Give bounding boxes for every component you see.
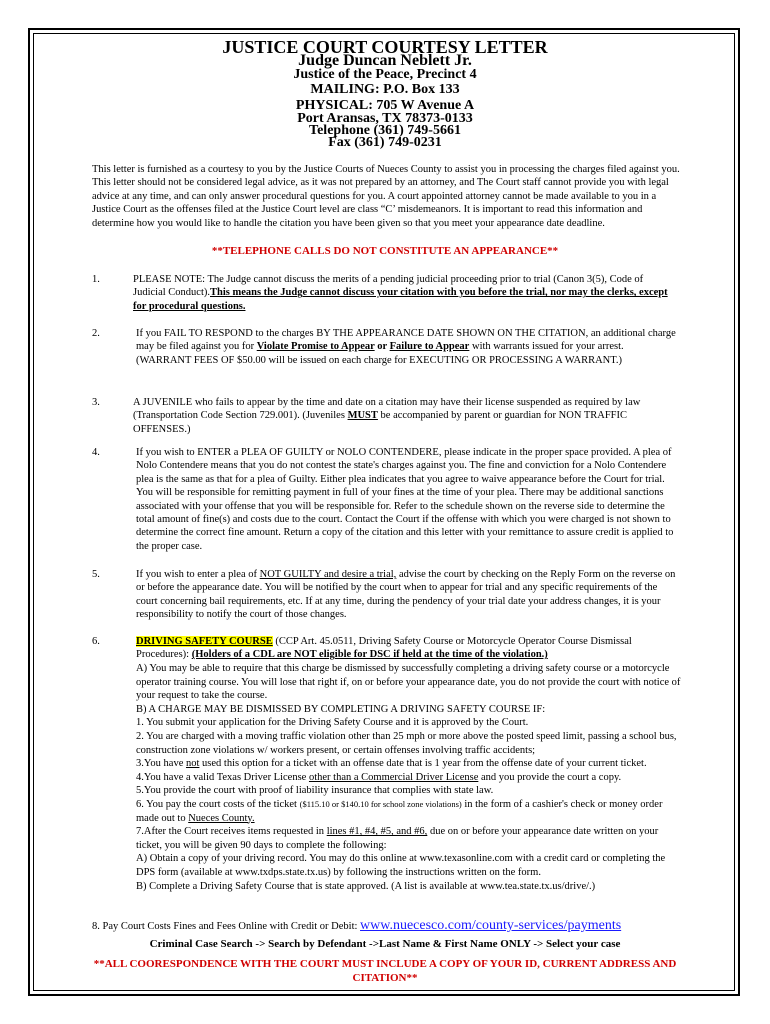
not-text: not	[185, 758, 200, 770]
footer-notice: **ALL COORESPONDENCE WITH THE COURT MUST INCLUDE A COPY OF YOUR ID, CURRENT ADDRESS AND CITATION**	[93, 958, 677, 984]
item-number: 4.	[92, 447, 100, 458]
nueces-county-text: Nueces County.	[188, 812, 255, 824]
violate-promise-text: Violate Promise to Appear	[256, 341, 375, 353]
item-number: 3.	[92, 397, 100, 408]
item-2-text: If you FAIL TO RESPOND to the charges BY THE APPEARANCE DATE SHOWN ON THE CITATION, an additional charge may be filed against you for	[136, 328, 676, 353]
line-6-text: 6. You pay the court costs of the ticket	[136, 798, 300, 810]
item-number: 5.	[92, 569, 100, 580]
letter-title: JUSTICE COURT COURTESY LETTER	[222, 37, 548, 57]
line-3-text: 3.You have	[136, 758, 186, 770]
item-3	[133, 396, 678, 436]
item-1	[133, 273, 678, 313]
telephone: Telephone (361) 749-5661	[309, 123, 461, 138]
item-1-emphasis: This means the Judge cannot discuss your citation with you before the trial, nor may the clerks, except for procedural questions.	[133, 287, 668, 312]
intro-paragraph: This letter is furnished as a courtesy to you by the Justice Courts of Nueces County to assist you in processing the charges filed against you. This letter should not be considered legal advice, as it was not prepared by an attorney, and The Court staff cannot provide you with legal advice at any time, and can only answer procedural questions for you. A court appointed attorney cannot be made available to you in a Justice Court as the offenses filed at the Justice Court level are class “C’ misdemeanors. It is important to read this information and determine how you would like to handle the citation you have been given so that you meet your appearance date deadline.	[92, 164, 680, 229]
item-3-text-end: be accompanied by parent or guardian for NON TRAFFIC OFFENSES.)	[133, 410, 628, 435]
driving-safety-course-heading: DRIVING SAFETY COURSE	[136, 636, 273, 647]
fax: Fax (361) 749-0231	[328, 135, 442, 150]
item-6-line-3	[136, 757, 681, 771]
failure-to-appear-text: Failure to Appear	[389, 341, 470, 353]
line-7-end: due on or before your appearance date written on your ticket, you will be given 90 days to complete the following:	[136, 826, 659, 851]
line-4-text: 4.You have a valid Texas Driver License	[136, 771, 309, 783]
criminal-case-search: Criminal Case Search -> Search by Defendant ->Last Name & First Name ONLY -> Select your case	[149, 938, 621, 950]
item-6-line-7b: B) Complete a Driving Safety Course that is state approved. (A list is available at www.tea.state.tx.us/drive/.)	[136, 880, 596, 892]
cost-amounts: ($115.10 or $140.10 for school zone violations)	[299, 798, 462, 809]
city-state-zip: Port Aransas, TX 78373-0133	[297, 111, 473, 126]
line-7-text: 7.After the Court receives items requested in	[136, 826, 327, 838]
item-2-text-end: with warrants issued for your arrest. (WARRANT FEES OF $50.00 will be issued on each charge for EXECUTING OR PROCESSING A WARRANT.)	[136, 341, 624, 366]
mailing-address: MAILING: P.O. Box 133	[310, 82, 460, 97]
item-2-or: or	[374, 341, 390, 353]
item-6-line-1: 1. You submit your application for the Driving Safety Course and it is approved by the Court.	[136, 717, 529, 729]
item-5-text: If you wish to enter a plea of	[136, 569, 260, 580]
item-1-text: PLEASE NOTE: The Judge cannot discuss the merits of a pending judicial proceeding prior to trial (Canon 3(5), Code of Judicial Conduct).	[133, 274, 644, 299]
item-6-line-7a: A) Obtain a copy of your driving record. You may do this online at www.texasonline.com with a credit card or completing the DPS form (available at www.txdps.state.tx.us) by following the instructions written on the form.	[136, 853, 666, 878]
cdl-text: other than a Commercial Driver License	[308, 771, 479, 783]
physical-address: PHYSICAL: 705 W Avenue A	[295, 98, 475, 113]
item-6-line-6	[136, 798, 681, 825]
payment-link[interactable]: www.nuecesco.com/county-services/payments	[360, 918, 622, 933]
cdl-notice: (Holders of a CDL are NOT eligible for DSC if held at the time of the violation.)	[191, 649, 548, 661]
item-2	[136, 327, 681, 367]
item-6	[136, 635, 681, 662]
item-3-text: A JUVENILE who fails to appear by the time and date on a citation may have their license suspended as required by law (Transportation Code Section 729.001). (Juveniles	[133, 397, 641, 422]
line-3-end: used this option for a ticket with an offense date that is 1 year from the offense date of your current ticket.	[199, 758, 647, 770]
item-6-a: A) You may be able to require that this charge be dismissed by successfully completing a driving safety course or a motorcycle operator training course. You will lose that right if, on or before your appearance date, you do not provide the court with notice of your request to take the course.	[136, 663, 681, 702]
judge-name: Judge Duncan Neblett Jr.	[298, 52, 472, 69]
not-guilty-text: NOT GUILTY and desire a trial,	[259, 569, 397, 580]
item-4: If you wish to ENTER a PLEA OF GUILTY or NOLO CONTENDERE, please indicate in the proper space provided. A plea of Nolo Contendere means that you do not contest the state's charges against you. The fine and conviction for a Nolo Contendere plea is the same as that for a plea of Guilty. Either plea indicates that you agree to waive appearance before the Court for trial. You will be responsible for remitting payment in full of your fines at the time of your plea. There may be additional sanctions associated with your offense that you will be responsible for. Refer to the schedule shown on the reverse side to determine the total amount of fine(s) and costs due to the court. Contact the Court if the offense with which you were charged is not shown to determine the correct fine amount. Return a copy of the citation and this letter with your remittance to assure credit is applied to the proper case.	[136, 447, 674, 552]
telephone-notice: **TELEPHONE CALLS DO NOT CONSTITUTE AN APPEARANCE**	[211, 245, 559, 257]
item-6-line-4	[136, 771, 681, 785]
court-office: Justice of the Peace, Precinct 4	[293, 67, 477, 82]
item-6-line-7	[136, 825, 681, 852]
item-6-details	[136, 662, 681, 893]
line-4-end: and you provide the court a copy.	[478, 771, 622, 783]
item-6-text: (CCP Art. 45.0511, Driving Safety Course or Motorcycle Operator Course Dismissal Procedures):	[136, 636, 632, 661]
item-6-line-2: 2. You are charged with a moving traffic violation other than 25 mph or more above the posted speed limit, passing a school bus, construction zone violations w/ workers present, or certain offenses involving traffic accidents;	[136, 730, 677, 756]
item-number: 2.	[92, 328, 100, 339]
must-text: MUST	[347, 410, 378, 422]
item-6-b: B) A CHARGE MAY BE DISMISSED BY COMPLETING A DRIVING SAFETY COURSE IF:	[136, 703, 546, 715]
item-8	[92, 918, 692, 935]
item-5-text-end: advise the court by checking on the Reply Form on the reverse on or before the appearance date. You will be notified by the court when to appear for trial and any specific requirements of the court concerning bail requirements, etc. If at any time, during the pendency of your trial date your address changes, it is your responsibility to notify the court of those changes.	[136, 569, 676, 621]
line-6-mid: in the form of a cashier's check or money order made out to	[136, 798, 663, 824]
item-number: 1.	[92, 274, 100, 285]
item-5	[136, 568, 681, 622]
item-8-text: 8. Pay Court Costs Fines and Fees Online with Credit or Debit:	[92, 921, 361, 932]
item-number: 6.	[92, 636, 100, 647]
lines-reference: lines #1, #4, #5, and #6,	[326, 826, 428, 838]
item-6-line-5: 5.You provide the court with proof of liability insurance that complies with state law.	[136, 785, 494, 797]
